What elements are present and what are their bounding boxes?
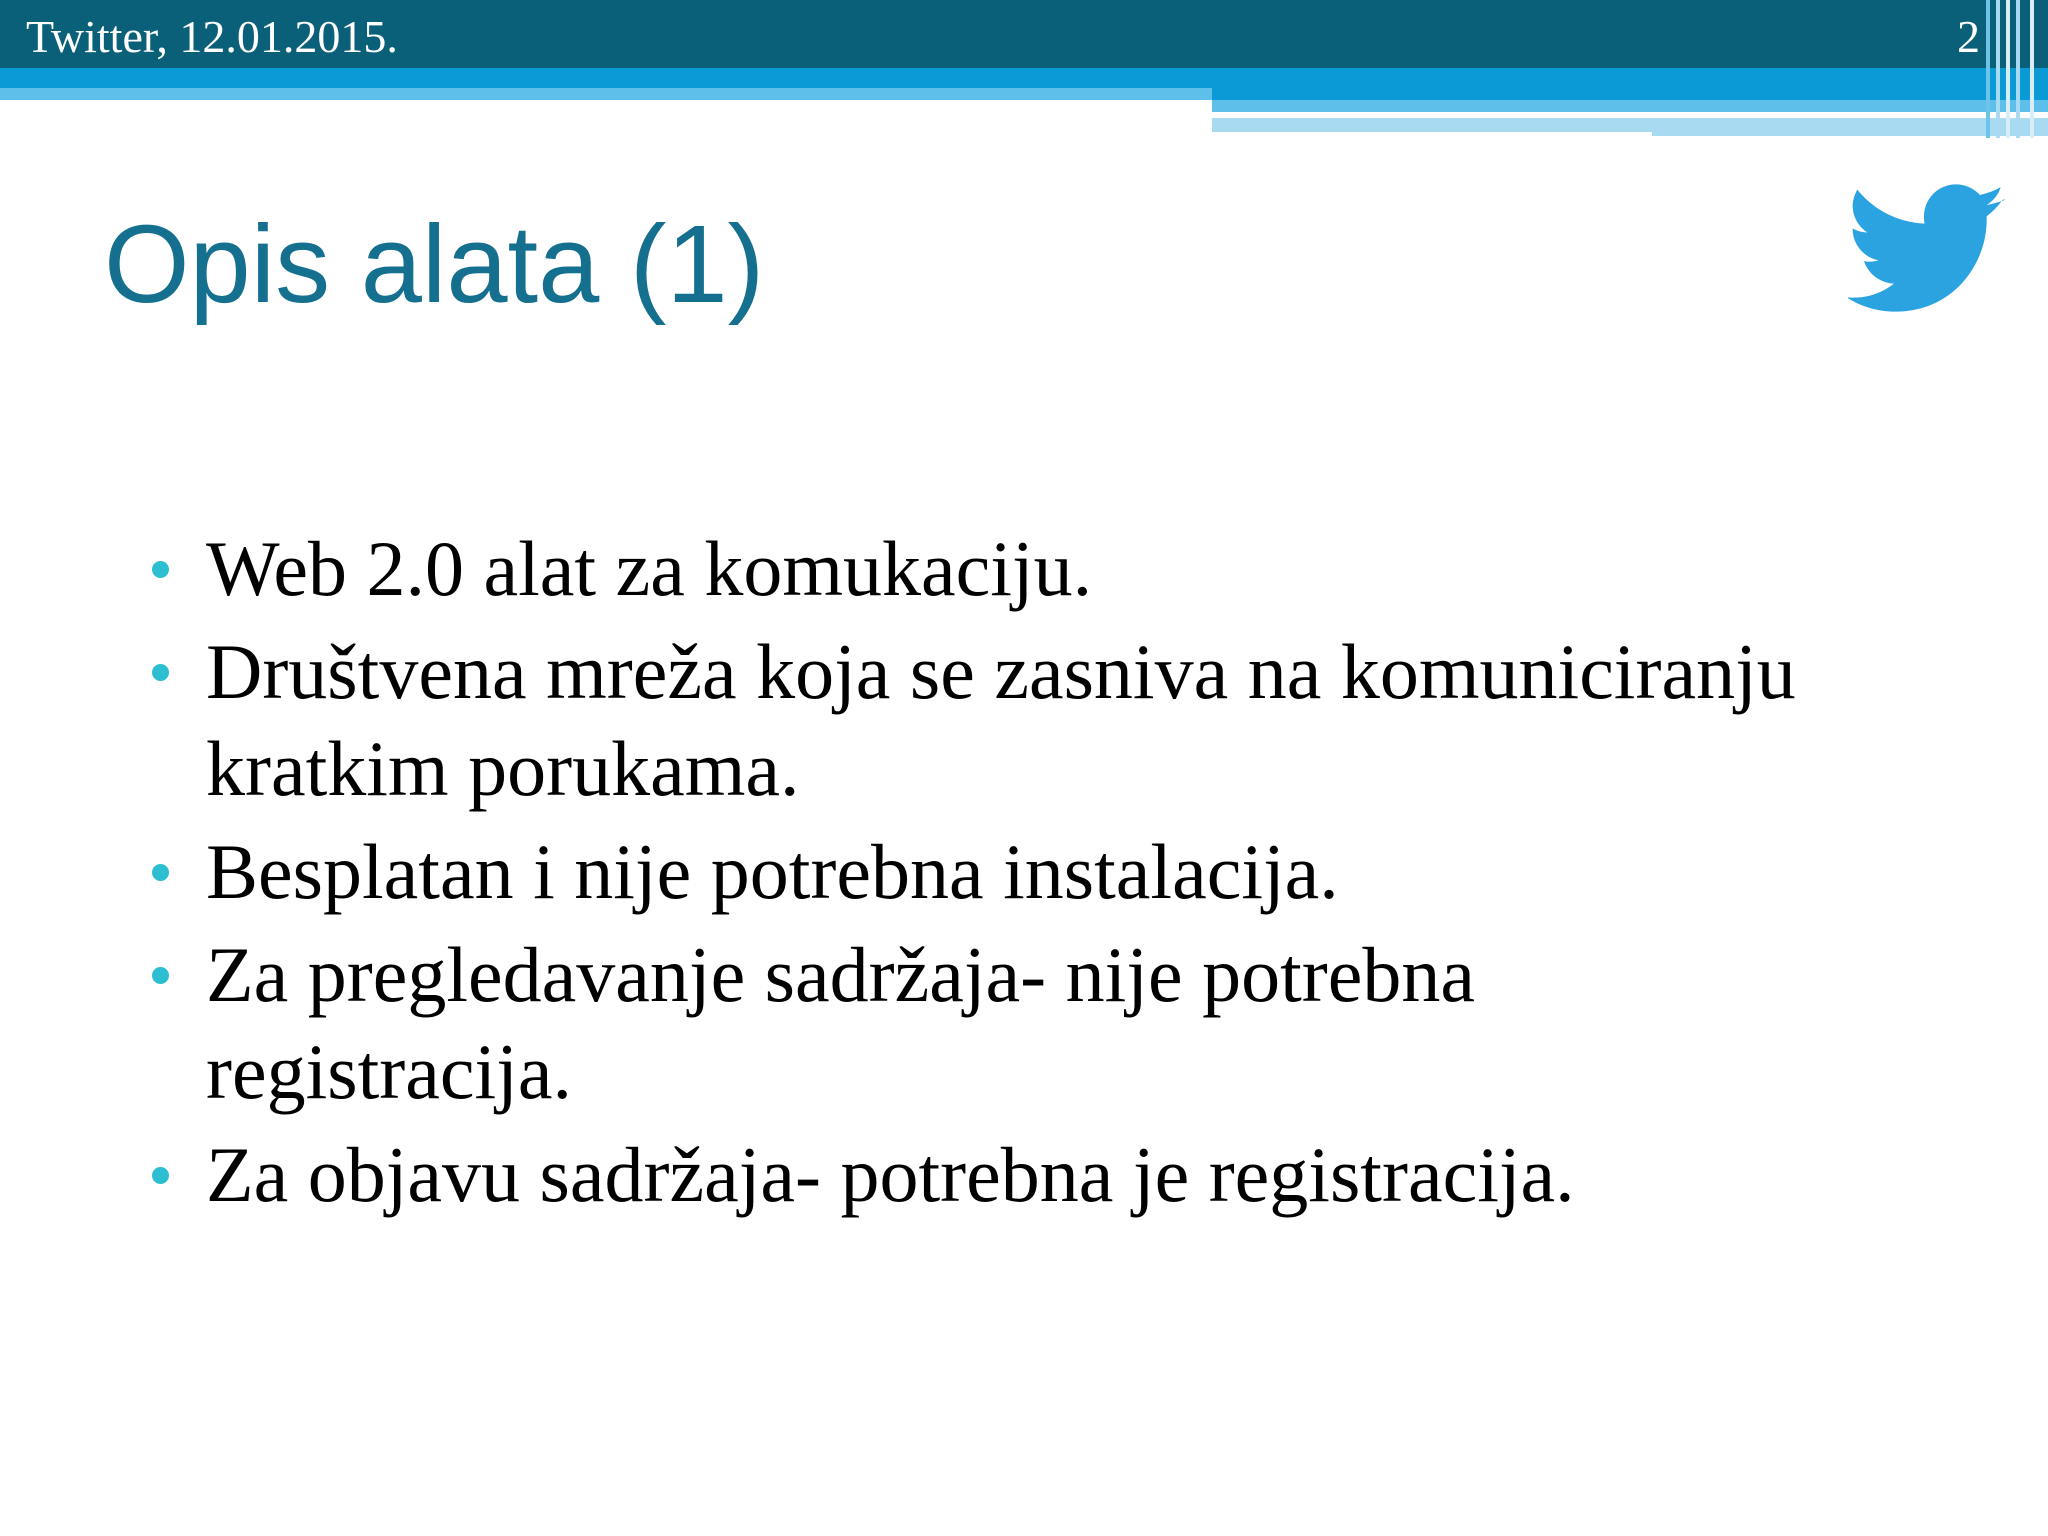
bullet-icon (152, 967, 169, 984)
decorative-rib (2006, 0, 2010, 138)
header-stripe (0, 68, 1212, 88)
twitter-bird-shape (1848, 184, 2005, 311)
slide-title: Opis alata (1) (104, 203, 765, 326)
bullet-text: Web 2.0 alat za komukaciju. (206, 525, 1093, 612)
bullet-list (150, 520, 1950, 1229)
bullet-text: Za pregledavanje sadržaja- nije potrebna registracija. (206, 931, 1475, 1115)
list-item (150, 520, 1950, 617)
header-stripe (1212, 100, 2048, 112)
list-item (150, 926, 1666, 1120)
decorative-rib (1996, 0, 2000, 138)
bullet-text: Za objavu sadržaja- potrebna je registracija. (206, 1131, 1575, 1218)
footer-text: Twitter, 12.01.2015. (26, 11, 398, 62)
bullet-text: Društvena mreža koja se zasniva na komuniciranju kratkim porukama. (206, 628, 1796, 812)
decorative-rib (1986, 0, 1990, 138)
bullet-text: Besplatan i nije potrebna instalacija. (206, 828, 1339, 915)
bullet-icon (152, 1167, 169, 1184)
bullet-icon (152, 561, 169, 578)
bullet-icon (152, 664, 169, 681)
slide-number: 2 (1957, 11, 1980, 62)
twitter-bird-icon (1848, 184, 2008, 318)
list-item (150, 1126, 1950, 1223)
decorative-rib (2030, 0, 2034, 138)
list-item (150, 823, 1950, 920)
decorative-rib (2016, 0, 2020, 138)
header-stripe (0, 88, 1212, 100)
bullet-icon (152, 864, 169, 881)
list-item (150, 623, 1956, 817)
header-stripe (1212, 68, 2048, 100)
